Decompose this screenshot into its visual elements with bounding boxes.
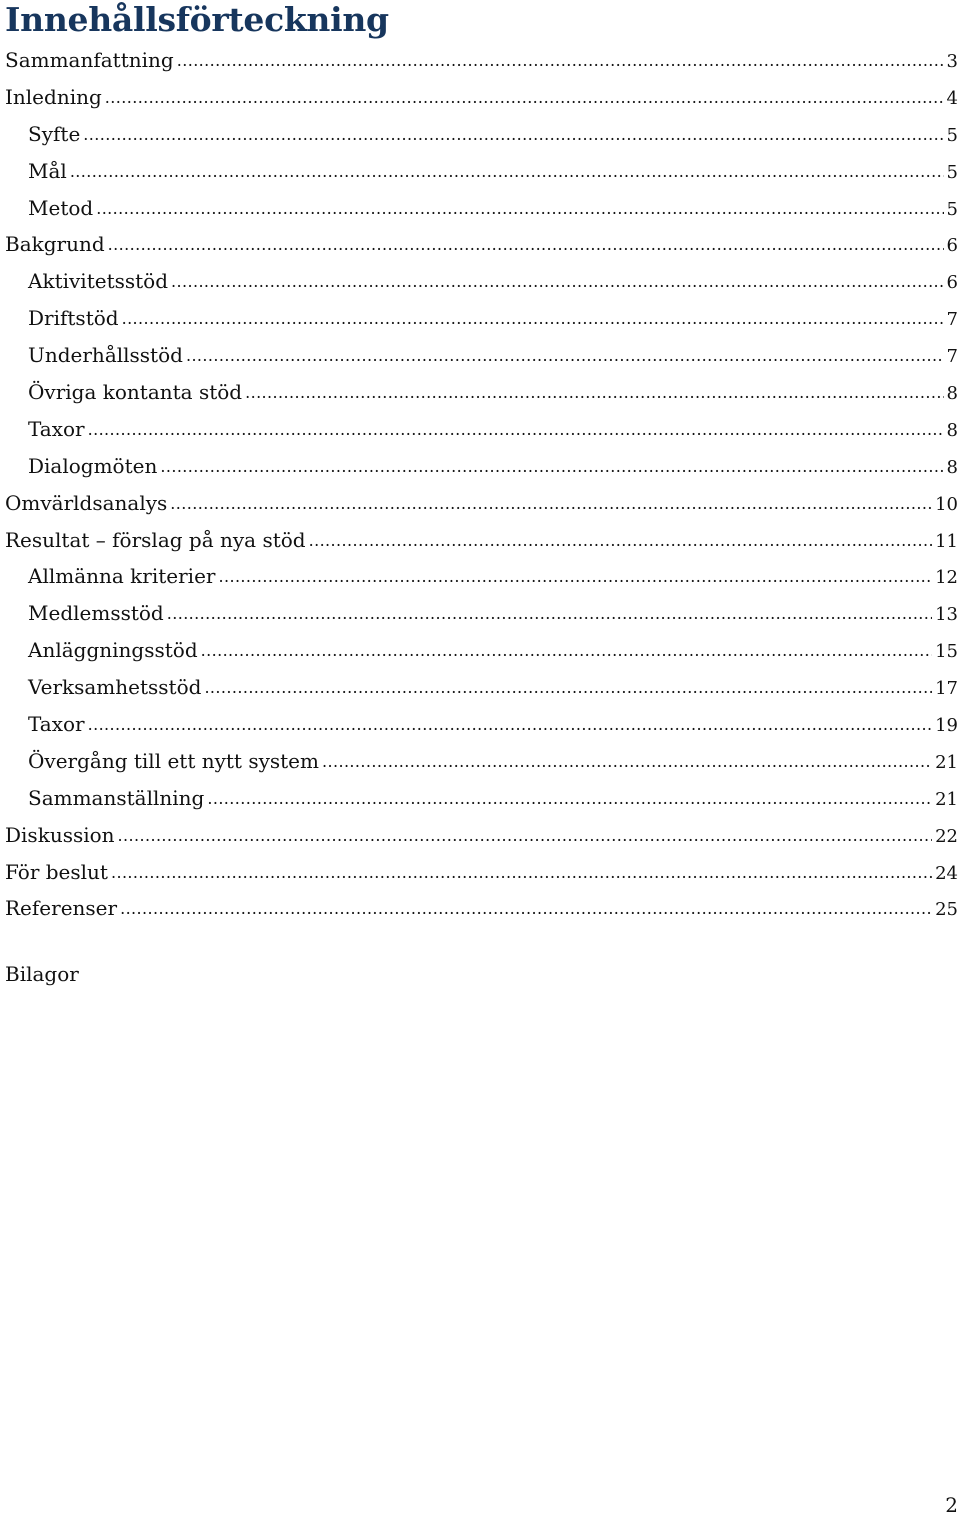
toc-entry-page: 8 xyxy=(946,456,958,478)
toc-entry-page: 25 xyxy=(935,899,958,921)
toc-entry[interactable] xyxy=(0,854,960,891)
toc-entry-page: 6 xyxy=(946,272,958,294)
toc-entry-label: Mål xyxy=(28,158,67,183)
toc-entry-page: 13 xyxy=(935,604,958,626)
toc-entry[interactable] xyxy=(0,42,960,79)
toc-entry[interactable] xyxy=(0,226,960,263)
toc-entry-label: Referenser xyxy=(5,896,118,921)
toc-entry-label: Diskussion xyxy=(5,822,115,847)
toc-entry-label: Aktivitetsstöd xyxy=(28,269,169,294)
toc-entry-page: 6 xyxy=(946,235,958,257)
toc-entry[interactable] xyxy=(0,300,960,337)
toc-entry[interactable] xyxy=(0,411,960,448)
toc-entry-label: Verksamhetsstöd xyxy=(28,675,202,700)
toc-entry-page: 22 xyxy=(935,825,958,847)
toc-entry-label: Driftstöd xyxy=(28,306,119,331)
toc-entry[interactable] xyxy=(0,669,960,706)
toc-entry[interactable] xyxy=(0,116,960,153)
toc-dot-leader xyxy=(170,484,932,523)
toc-entry-page: 8 xyxy=(946,419,958,441)
toc-dot-leader xyxy=(70,152,944,191)
toc-entry-page: 21 xyxy=(935,751,958,773)
toc-dot-leader xyxy=(171,262,944,301)
toc-entry-label: Inledning xyxy=(5,84,102,109)
toc-entry-label: Sammanfattning xyxy=(5,48,174,72)
toc-dot-leader xyxy=(111,853,932,892)
toc-entry-page: 24 xyxy=(935,862,958,884)
toc-dot-leader xyxy=(88,410,944,449)
toc-entry[interactable] xyxy=(0,632,960,669)
toc-entry-page: 8 xyxy=(946,383,958,405)
toc-dot-leader xyxy=(105,78,944,117)
toc-entry[interactable] xyxy=(0,448,960,485)
toc-entry[interactable] xyxy=(0,337,960,374)
toc-entry-page: 19 xyxy=(935,715,958,737)
toc-dot-leader xyxy=(201,631,932,670)
toc-entry-label: Sammanställning xyxy=(28,785,205,810)
toc-entry-page: 4 xyxy=(946,87,958,109)
toc-dot-leader xyxy=(120,889,932,928)
attachments-heading: Bilagor xyxy=(5,962,79,986)
toc-entry-page: 7 xyxy=(946,309,958,331)
toc-dot-leader xyxy=(83,115,943,154)
toc-entry-label: För beslut xyxy=(5,859,108,884)
toc-dot-leader xyxy=(207,779,932,818)
toc-entry-label: Allmänna kriterier xyxy=(28,564,216,589)
toc-dot-leader xyxy=(245,373,943,412)
toc-dot-leader xyxy=(177,41,944,80)
toc-entry-label: Bakgrund xyxy=(5,232,105,257)
toc-entry-label: Taxor xyxy=(28,416,85,441)
toc-entry-page: 21 xyxy=(935,788,958,810)
toc-entry[interactable] xyxy=(0,595,960,632)
page-number: 2 xyxy=(945,1493,958,1517)
toc-entry-page: 10 xyxy=(935,493,958,515)
toc-list xyxy=(0,42,960,927)
toc-dot-leader xyxy=(167,594,932,633)
toc-dot-leader xyxy=(218,557,932,596)
toc-entry-page: 17 xyxy=(935,678,958,700)
toc-entry-label: Dialogmöten xyxy=(28,453,158,478)
toc-entry[interactable] xyxy=(0,190,960,227)
toc-entry-page: 5 xyxy=(946,198,958,220)
toc-entry-label: Anläggningsstöd xyxy=(28,638,198,663)
toc-entry[interactable] xyxy=(0,374,960,411)
toc-entry-page: 12 xyxy=(935,567,958,589)
toc-entry-label: Medlemsstöd xyxy=(28,601,164,626)
toc-entry-label: Resultat – förslag på nya stöd xyxy=(5,527,306,552)
toc-entry-page: 11 xyxy=(935,530,958,552)
toc-entry[interactable] xyxy=(0,263,960,300)
toc-dot-leader xyxy=(118,816,933,855)
toc-dot-leader xyxy=(88,705,933,744)
toc-entry[interactable] xyxy=(0,485,960,522)
toc-entry-page: 15 xyxy=(935,641,958,663)
toc-entry-label: Övriga kontanta stöd xyxy=(28,380,243,405)
toc-entry[interactable] xyxy=(0,743,960,780)
toc-entry[interactable] xyxy=(0,522,960,559)
toc-entry-page: 5 xyxy=(946,124,958,146)
toc-entry-label: Metod xyxy=(28,195,94,220)
toc-dot-leader xyxy=(96,189,943,228)
toc-entry-label: Taxor xyxy=(28,712,85,737)
toc-entry[interactable] xyxy=(0,558,960,595)
toc-dot-leader xyxy=(309,521,933,560)
toc-dot-leader xyxy=(204,668,932,707)
toc-entry[interactable] xyxy=(0,890,960,927)
toc-dot-leader xyxy=(186,336,944,375)
toc-dot-leader xyxy=(108,225,944,264)
toc-entry-page: 5 xyxy=(946,161,958,183)
toc-dot-leader xyxy=(122,299,944,338)
toc-entry-label: Underhållsstöd xyxy=(28,343,183,368)
toc-entry[interactable] xyxy=(0,780,960,817)
toc-entry-page: 3 xyxy=(946,51,958,72)
toc-entry[interactable] xyxy=(0,79,960,116)
toc-entry-label: Omvärldsanalys xyxy=(5,490,168,515)
toc-entry[interactable] xyxy=(0,706,960,743)
toc-dot-leader xyxy=(322,742,932,781)
toc-entry-page: 7 xyxy=(946,346,958,368)
toc-entry[interactable] xyxy=(0,817,960,854)
toc-entry[interactable] xyxy=(0,153,960,190)
toc-dot-leader xyxy=(160,447,943,486)
toc-entry-label: Övergång till ett nytt system xyxy=(28,748,319,773)
toc-entry-label: Syfte xyxy=(28,121,81,146)
toc-title: Innehållsförteckning xyxy=(5,0,389,39)
